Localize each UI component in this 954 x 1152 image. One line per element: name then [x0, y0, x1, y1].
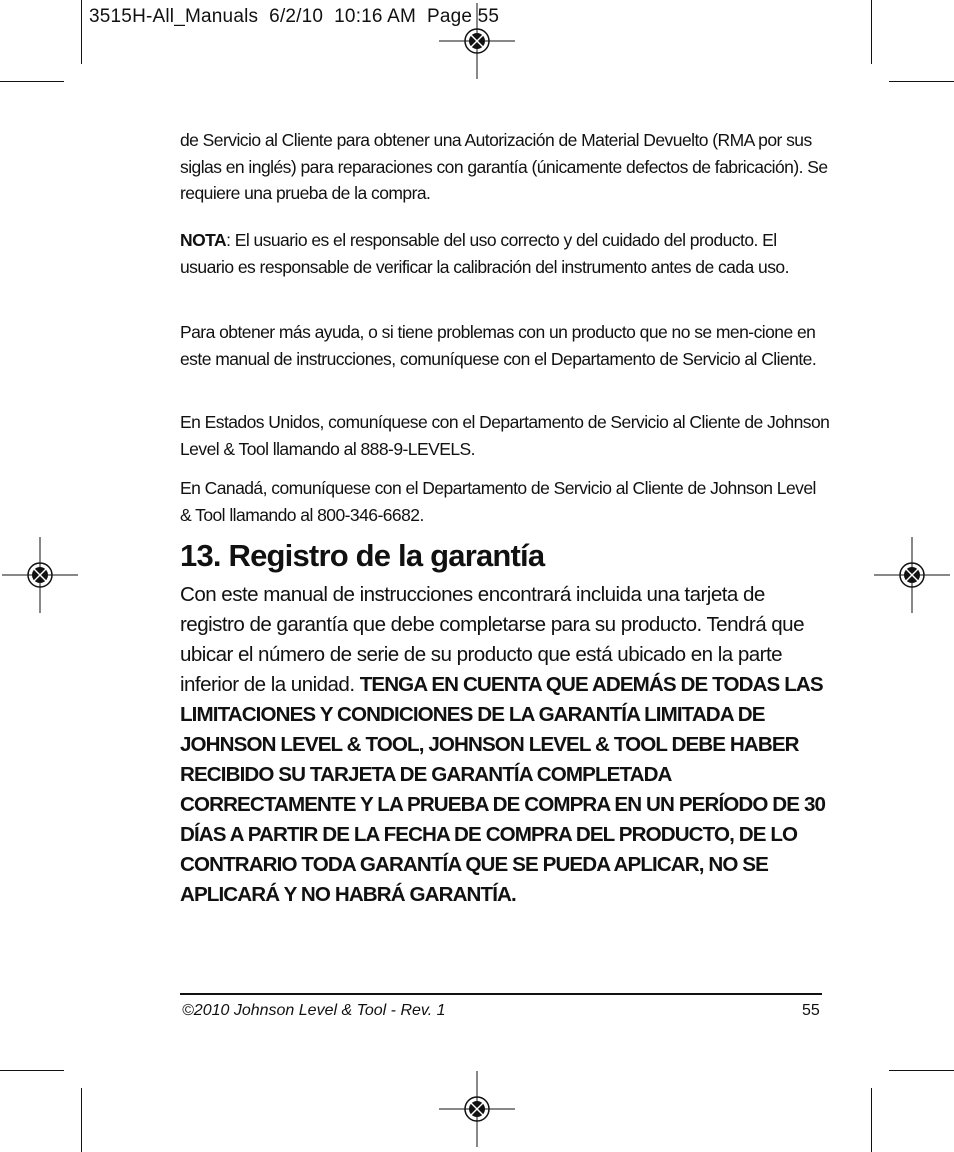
crop-mark-bottom-left-vertical — [81, 1088, 82, 1152]
registration-mark-left-icon — [2, 537, 78, 613]
footer-divider — [180, 993, 822, 995]
paragraph-usa-contact: En Estados Unidos, comuníquese con el Departamento de Servicio al Cliente de Johnson Level & Tool llamando al 888-9-LEVELS. — [180, 412, 830, 459]
warranty-notice-text: TENGA EN CUENTA QUE ADEMÁS DE TODAS LAS LIMITACIONES Y CONDICIONES DE LA GARANTÍA LIMITADA DE JOHNSON LEVEL & TOOL, JOHNSON LEVEL & TOOL DEBE HABER RECIBIDO SU TARJETA DE GARANTÍA COMPLETADA CORRECTAMENTE Y LA PRUEBA DE COMPRA EN UN PERÍODO DE 30 DÍAS A PARTIR DE LA FECHA DE COMPRA DEL PRODUCTO, DE LO CONTRARIO TODA GARANTÍA QUE SE PUEDA APLICAR, NO SE APLICARÁ Y NO HABRÁ GARANTÍA. — [180, 673, 826, 906]
section-heading: 13. Registro de la garantía — [180, 538, 545, 573]
warranty-intro-text: Con este manual de instrucciones encontrará incluida una tarjeta de registro de garantía que debe completarse para su producto. Tendrá que ubicar el número de serie de su producto que está ubicado en la parte inferior de la unidad. — [180, 583, 804, 696]
crop-mark-top-left-horizontal — [0, 81, 64, 82]
crop-mark-top-left-vertical — [81, 0, 82, 64]
paragraph-canada-contact: En Canadá, comuníquese con el Departamento de Servicio al Cliente de Johnson Level & Tool llamando al 800-346-6682. — [180, 478, 816, 525]
crop-mark-top-right-vertical — [871, 0, 872, 64]
crop-mark-top-right-horizontal — [889, 81, 954, 82]
crop-mark-bottom-left-horizontal — [0, 1070, 64, 1071]
registration-mark-right-icon — [874, 537, 950, 613]
footer-copyright: ©2010 Johnson Level & Tool - Rev. 1 — [182, 1002, 446, 1019]
crop-mark-bottom-right-horizontal — [889, 1070, 954, 1071]
note-label: NOTA — [180, 230, 227, 250]
note-text: : El usuario es el responsable del uso correcto y del cuidado del producto. El usuario es responsable de verificar la calibración del instrumento antes de cada uso. — [180, 230, 789, 277]
paragraph-note — [180, 227, 830, 280]
print-slug: 3515H-All_Manuals 6/2/10 10:16 AM Page 55 — [89, 6, 500, 27]
paragraph-more-help: Para obtener más ayuda, o si tiene problemas con un producto que no se men-cione en este manual de instrucciones, comuníquese con el Departamento de Servicio al Cliente. — [180, 322, 817, 369]
paragraph-warranty-registration — [180, 580, 830, 910]
crop-mark-bottom-right-vertical — [871, 1088, 872, 1152]
registration-mark-bottom-icon — [439, 1071, 515, 1147]
paragraph-service-rma: de Servicio al Cliente para obtener una Autorización de Material Devuelto (RMA por sus siglas en inglés) para reparaciones con garantía (únicamente defectos de fabricación). Se requiere una prueba de la compra. — [180, 130, 828, 203]
registration-mark-top-icon — [439, 3, 515, 79]
page-number: 55 — [802, 1002, 820, 1019]
